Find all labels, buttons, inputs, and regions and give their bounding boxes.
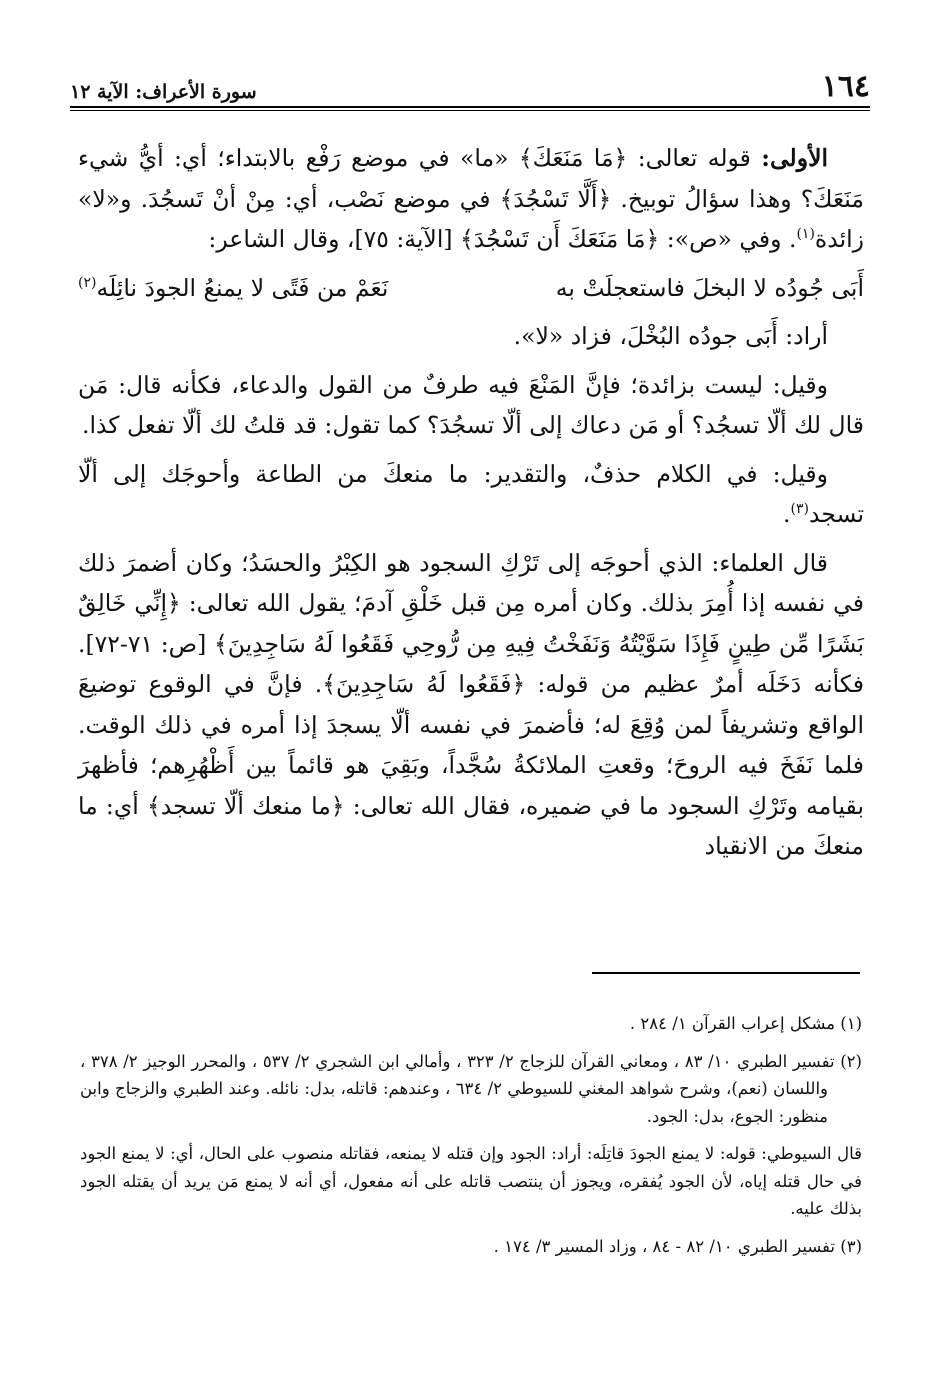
verse-second-hemistich — [78, 268, 388, 309]
paragraph-text: قوله تعالى: ﴿مَا مَنَعَكَ﴾ «ما» في موضع رَفْع بالابتداء؛ أي: أيُّ شيء مَنَعَكَ؟ وهذا سؤالُ توبيخ. ﴿أَلَّا تَسْجُدَ﴾ في موضع نَصْب، أي: مِنْ أنْ تَسجُدَ. و«لا» زائدة — [78, 144, 864, 253]
paragraph-lead: الأولى: — [761, 144, 828, 172]
page-header — [70, 56, 870, 102]
footnote-ref[interactable]: (٣) — [790, 501, 809, 518]
footnote-1: (١) مشكل إعراب القرآن ١/ ٢٨٤ . — [629, 1014, 862, 1033]
paragraph-3: وقيل: ليست بزائدة؛ فإنَّ المَنْعَ فيه طرفٌ من القول والدعاء، فكأنه قال: مَن قال لك ألّا تسجُد؟ أو مَن دعاك إلى ألّا تسجُدَ؟ كما تقول: قد قلتُ لك ألّا تفعل كذا. — [78, 370, 864, 439]
paragraph-4 — [78, 454, 864, 535]
footnote-2-continuation: قال السيوطي: قوله: لا يمنع الجودَ قاتِلَه: أراد: الجود وإن قتله لا يمنعه، فقاتله منصوب على الحال، أي: لا يمنع الجود في حال قتله إياه، لأن الجود يُفقره، ويجوز أن ينتصب قاتله على أنه مفعول، أي أنه لا يمنع مَن يريد أن يقتله الجود بذلك عليه. — [80, 1144, 862, 1218]
footnote-2: (٢) تفسير الطبري ١٠/ ٨٣ ، ومعاني القرآن للزجاج ٢/ ٣٢٣ ، وأمالي ابن الشجري ٢/ ٥٣٧ ، والمحرر الوجيز ٢/ ٣٧٨ ، واللسان (نعم)، وشرح شواهد المغني للسيوطي ٢/ ٦٣٤ ، وعندهم: قاتله، بدل: نائله. وعند الطبري والزجاج وابن منظور: الجوع، بدل: الجود. — [80, 1051, 862, 1126]
paragraph-2: أراد: أَبَى جودُه البُخْلَ، فزاد «لا». — [513, 322, 828, 350]
paragraph-text: . وفي «ص»: ﴿مَا مَنَعَكَ أَن تَسْجُدَ﴾ [الآية: ٧٥]، وقال الشاعر: — [208, 225, 797, 253]
paragraph-text: . — [783, 500, 791, 528]
header-rule — [70, 106, 870, 111]
verse-text: نَعَمْ من فَتًى لا يمنعُ الجودَ نائِلَه — [96, 273, 389, 302]
footnote-ref[interactable]: (١) — [796, 226, 815, 243]
running-title: سورة الأعراف: الآية ١٢ — [70, 81, 257, 103]
paragraph-text: وقيل: في الكلام حذفٌ، والتقدير: ما منعكَ من الطاعة وأحوجَك إلى ألّا تسجد — [78, 459, 864, 528]
main-text — [78, 138, 864, 875]
poetry-verse — [78, 268, 864, 309]
verse-first-hemistich: أَبَى جُودُه لا البخلَ فاستعجلَتْ به — [555, 273, 864, 302]
footnotes — [80, 1010, 862, 1270]
footnote-separator — [592, 972, 860, 974]
footnote-ref[interactable]: (٢) — [78, 274, 97, 291]
paragraph-1 — [78, 138, 864, 260]
footnote-3: (٣) تفسير الطبري ١٠/ ٨٢ - ٨٤ ، وزاد المسير ٣/ ١٧٤ . — [493, 1236, 862, 1256]
page-number: ١٦٤ — [821, 69, 870, 104]
paragraph-5: قال العلماء: الذي أحوجَه إلى تَرْكِ السجود هو الكِبْرُ والحسَدُ؛ وكان أضمرَ ذلك في نفسه إذا أُمِرَ بذلك. وكان أمره مِن قبل خَلْقِ آدمَ؛ يقول الله تعالى: ﴿إِنِّي خَالِقٌ بَشَرًا مِّن طِينٍ فَإِذَا سَوَّيْتُهُ وَنَفَخْتُ فِيهِ مِن رُّوحِي فَقَعُوا لَهُ سَاجِدِينَ﴾ [ص: ٧١-٧٢]. فكأنه دَخَلَه أمرٌ عظيم من قوله: ﴿فَقَعُوا لَهُ سَاجِدِينَ﴾. فإنَّ في الوقوع توضيعَ الواقع وتشريفاً لمن وُقِعَ له؛ فأضمرَ في نفسه ألّا يسجدَ إذا أمره في ذلك الوقت. فلما نَفَخَ فيه الروحَ؛ وقعتِ الملائكةُ سُجَّداً، وبَقِيَ هو قائماً بين أَظْهُرِهم؛ فأظهرَ بقيامه وتَرْكِ السجود ما في ضميره، فقال الله تعالى: ﴿ما منعك ألّا تسجد﴾ أي: ما منعكَ من الانقياد — [78, 548, 864, 860]
